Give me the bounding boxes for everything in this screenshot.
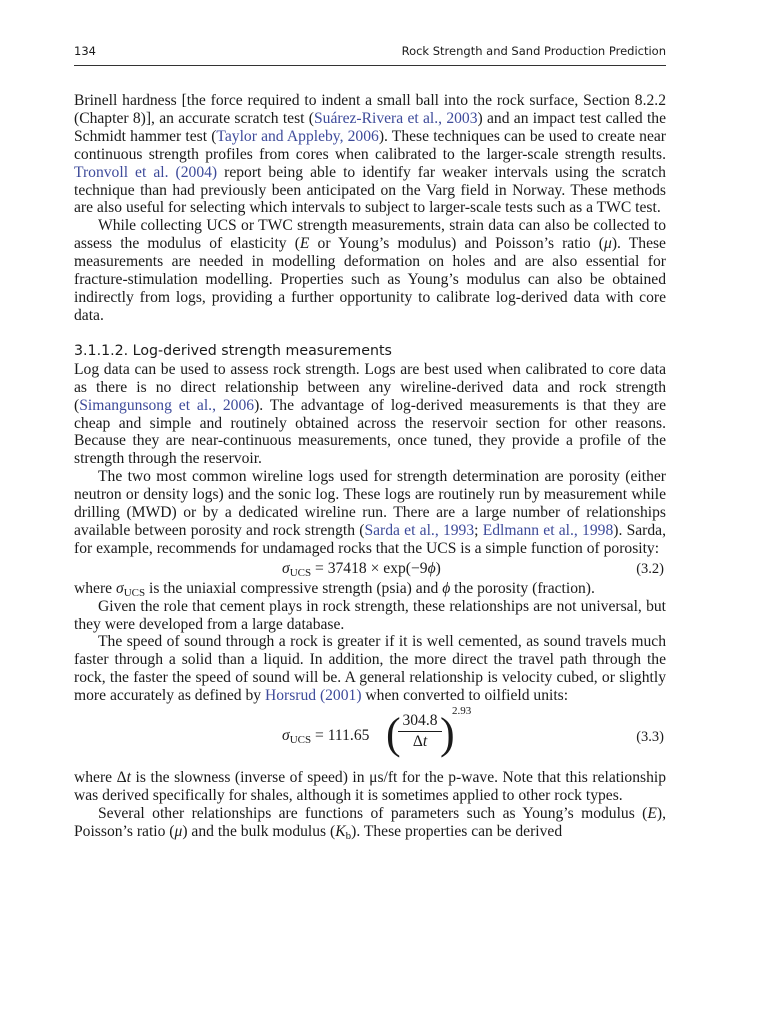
paragraph-wireline-logs: The two most common wireline logs used for strength determination are porosity (either neutron or density logs) and the sonic log. These logs are routinely run by measurement while drilling (MWD) or by a dedicated wireline run. There are a large number of relationships available between porosity and rock strength (Sarda et al., 1993; Edlmann et al., 1998). Sarda, for example, recommends for undamaged rocks that the UCS is a simple function of porosity: xyxy=(74,468,666,557)
paragraph-cement-role: Given the role that cement plays in rock strength, these relationships are not universal, but they were developed from a large database. xyxy=(74,597,666,633)
section-heading xyxy=(74,342,666,361)
left-paren: ( xyxy=(386,709,401,759)
paragraph-slowness: where Δt is the slowness (inverse of speed) in μs/ft for the p-wave. Note that this relationship was derived specifically for shales, although it is sometimes applied to other rock types. xyxy=(74,769,667,804)
page-header xyxy=(74,44,666,62)
paragraph-speed-of-sound: The speed of sound through a rock is greater if it is well cemented, as sound travels much faster through a solid than a liquid. In addition, the more direct the travel path through the rock, the faster the speed of sound will be. A general relationship is velocity cubed, or slightly more accurately as defined by Horsrud (2001) when converted to oilfield units: xyxy=(74,633,666,705)
citation-sarda[interactable]: Sarda et al., 1993 xyxy=(364,521,475,539)
equation-number: (3.3) xyxy=(636,729,664,746)
citation-horsrud[interactable]: Horsrud (2001) xyxy=(264,687,362,705)
citation-edlmann[interactable]: Edlmann et al., 1998 xyxy=(482,521,614,539)
paragraph-brinell: Brinell hardness [the force required to indent a small ball into the rock surface, Section 8.2.2 (Chapter 8)], an accurate scratch test (Suárez-Rivera et al., 2003) and an impact test called the Schmidt hammer test (Taylor and Appleby, 2006). These techniques can be used to create near continuous strength profiles from cores when calibrated to the larger-scale strength results. Tronvoll et al. (2004) report being able to identify far weaker intervals using the scratch technique than had previously been anticipated on the Varg field in Norway. These methods are also useful for selecting which intervals to subject to larger-scale tests such as a TWC test. xyxy=(74,92,666,217)
exponent: 2.93 xyxy=(452,705,472,718)
body-text xyxy=(74,92,666,841)
paragraph-log-data: Log data can be used to assess rock strength. Logs are best used when calibrated to core data as there is no direct relationship between any wireline-derived data and rock strength (Simangunsong et al., 2006). The advantage of log-derived measurements is that they are cheap and simple and routinely obtained across the reservoir section for other reasons. Because they are near-continuous measurements, once tuned, they provide a profile of the strength through the reservoir. xyxy=(74,360,667,468)
header-rule xyxy=(74,65,666,66)
section-title: Log-derived strength measurements xyxy=(132,342,392,359)
citation-suarez-rivera[interactable]: Suárez-Rivera et al., 2003 xyxy=(313,109,478,127)
paragraph-strain-data: While collecting UCS or TWC strength measurements, strain data can also be collected to assess the modulus of elasticity (E or Young’s modulus) and Poisson’s ratio (μ). These measurements are needed in modelling deformation on holes and are also essential for fracture-stimulation modelling. Properties such as Young’s modulus can also be obtained indirectly from logs, providing a further opportunity to calibrate log-derived data with core data. xyxy=(74,217,666,324)
running-title: Rock Strength and Sand Production Prediction xyxy=(401,44,666,58)
right-paren: ) xyxy=(440,709,455,759)
section-number: 3.1.1.2. xyxy=(74,342,129,359)
citation-taylor-appleby[interactable]: Taylor and Appleby, 2006 xyxy=(216,127,379,145)
citation-simangunsong[interactable]: Simangunsong et al., 2006 xyxy=(79,396,255,414)
equation-3-3: $\sigma_{UCS} = 111.65$ ( $\frac{304.8}{\Delta t}$ ) 2.93 (3.3) xyxy=(282,705,664,759)
paragraph-ucs-definition: where $\sigma_{UCS}$ is the uniaxial compressive strength (psia) and ϕ the porosity (fraction). xyxy=(74,579,595,599)
citation-tronvoll[interactable]: Tronvoll et al. (2004) xyxy=(74,163,218,181)
equation-3-2: $\sigma_{UCS} = 37418 \times \exp(-9\phi)$ (3.2) xyxy=(282,559,664,579)
page-number: 134 xyxy=(74,44,96,58)
paragraph-other-relationships: Several other relationships are functions of parameters such as Young’s modulus (E), Poisson’s ratio (μ) and the bulk modulus $(K_b)$. These properties can be derived xyxy=(74,804,666,842)
fraction: $\frac{304.8}{\Delta t}$ xyxy=(398,711,442,752)
equation-number: (3.2) xyxy=(636,560,664,577)
